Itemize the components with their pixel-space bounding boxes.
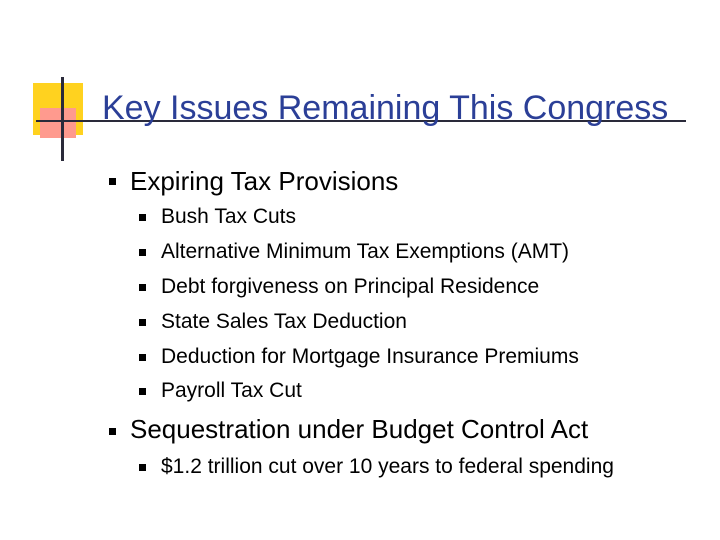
list-item: Debt forgiveness on Principal Residence <box>161 275 540 298</box>
bullet-icon <box>109 428 116 435</box>
section-heading: Expiring Tax Provisions <box>130 166 399 196</box>
bullet-icon <box>139 249 146 256</box>
list-item: Deduction for Mortgage Insurance Premiums <box>161 345 579 368</box>
section-heading: Sequestration under Budget Control Act <box>130 414 589 444</box>
title-decoration-vertical-rule <box>61 77 64 161</box>
list-item: State Sales Tax Deduction <box>161 310 407 333</box>
list-item: Bush Tax Cuts <box>161 205 297 228</box>
bullet-icon <box>139 354 146 361</box>
bullet-icon <box>139 464 146 471</box>
slide-title: Key Issues Remaining This Congress <box>102 89 669 127</box>
bullet-icon <box>109 178 116 185</box>
title-decoration-pink-square <box>40 108 76 138</box>
bullet-icon <box>139 284 146 291</box>
bullet-icon <box>139 214 146 221</box>
bullet-icon <box>139 388 146 395</box>
list-item: $1.2 trillion cut over 10 years to federal spending <box>161 455 614 478</box>
list-item: Alternative Minimum Tax Exemptions (AMT) <box>161 240 570 263</box>
list-item: Payroll Tax Cut <box>161 379 302 402</box>
bullet-icon <box>139 319 146 326</box>
